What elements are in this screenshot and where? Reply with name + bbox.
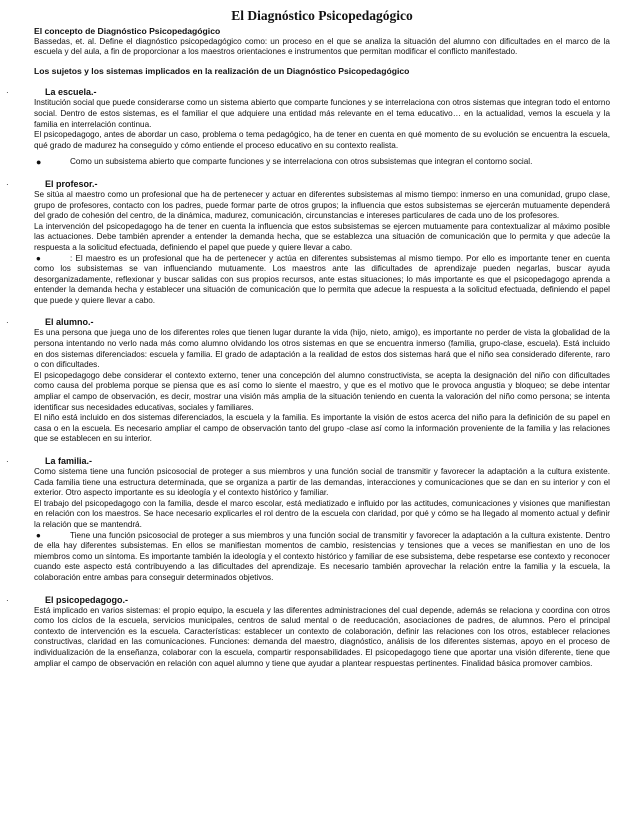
section-marker: ·: [6, 88, 9, 98]
bullet-icon: ●: [36, 157, 42, 168]
section-marker: ·: [6, 179, 9, 189]
section-marker: ·: [6, 318, 9, 328]
section-heading: El alumno.-: [45, 317, 94, 328]
paragraph: El trabajo del psicopedagogo con la familia, desde el marco escolar, está mediatizado e influido por las actitudes, comunicaciones y visiones que manifiestan en relación con los maestros. Se hace necesario explicarles el rol dentro de la escuela con claridad, por qué y cómo se ha llegado al momento actual y definir la relación que se mantendrá.: [34, 498, 610, 529]
concept-paragraph: Bassedas, et. al. Define el diagnóstico psicopedagógico como: un proceso en el que se analiza la situación del alumno con dificultades en el marco de la escuela y del aula, a fin de proporcionar a los maestros orientaciones e instrumentos que permitan modificar el conflicto manifestado.: [34, 36, 610, 57]
bullet-item: [34, 157, 610, 168]
bullet-text: Como un subsistema abierto que comparte funciones y se interrelaciona con otros subsistemas que integran el contorno social.: [70, 157, 533, 167]
section-psicopedagogo: [6, 594, 610, 670]
document-title: El Diagnóstico Psicopedagógico: [231, 8, 413, 23]
section-heading: La familia.-: [45, 456, 93, 466]
bullet-content: : El maestro es un profesional que ha de pertenecer y actúa en diferentes subsistemas al mismo tiempo. Por ello es importante tener en cuenta como los subsistemas se van influenciando mutuamente. Los maestros ante las dificultades de aprendizaje pueden negarlas, buscar ayuda desorganizadamente, reflexionar y buscar salidas con sus propios recursos, ante estas situaciones; lo más importante es que el psicopedagogo aprenda a entender la demanda hecha y establecer una situación de comunicación que lo permita que adecue la respuesta a la solicitud efectuada, definiendo el papel que puede y quiere llevar a cabo.: [34, 253, 610, 305]
section-profesor: [6, 178, 610, 307]
bullet-item: [34, 254, 610, 307]
paragraph: Institución social que puede considerarse como un sistema abierto que comparte funciones y se interrelaciona con otros sistemas que integran todo el entorno social. Dentro de estos sistemas, es el familiar el que adquiere una entidad más relevante en el tema educativo… en la actualidad, vemos la escuela y la familia en interrelación continua.: [34, 98, 610, 129]
paragraph: Está implicado en varios sistemas: el propio equipo, la escuela y las diferentes administraciones del cual depende, además se relaciona y coordina con otros como los ciclos de la escuela, servicios municipales, centros de salud mental o de reeducación, asociaciones de padres, de alumnos. Pero el principal contexto de intervención es la escuela. Características: establecer un contexto de colaboración, definir las relaciones con los otros, establecer relaciones constructivas, claridad en las comunicaciones. Funciones: demanda del maestro, diagnóstico, análisis de los diferentes sistemas, apoyo en el proceso de individualización de la enseñanza, colaborar con la escuela, compartir responsabilidades. El psicopedagogo tiene que aportar una visión diferente, tiene que ampliar el campo de observación en relación con aquel alumno y tiene que ayudar a plantear respuestas pertinentes. Finalidad básica promover cambios.: [34, 605, 610, 668]
bullet-item: [34, 531, 610, 584]
bullet-icon: ●: [36, 530, 41, 540]
section-marker: ·: [6, 595, 9, 605]
paragraph: Como sistema tiene una función psicosocial de proteger a sus miembros y una función social de transmitir y favorecer la adaptación a la cultura existente. Cada familia tiene una estructura determinada, que se organiza a partir de las demandas, interacciones y comunicaciones que se dan en su interior y con el exterior. Otro aspecto importante es su ideología y el contexto histórico y familiar.: [34, 467, 610, 498]
subjects-heading: Los sujetos y los sistemas implicados en la realización de un Diagnóstico Psicopedagógico: [34, 65, 410, 76]
section-familia: [6, 456, 610, 584]
section-alumno: [6, 317, 610, 445]
concept-heading: El concepto de Diagnóstico Psicopedagógico: [34, 26, 221, 36]
section-heading: El profesor.-: [45, 178, 98, 189]
section-marker: ·: [6, 457, 9, 466]
section-heading: La escuela.-: [45, 87, 97, 98]
section-heading: El psicopedagogo.-: [45, 594, 129, 605]
paragraph: El niño está incluido en dos sistemas diferenciados, la escuela y la familia. Es importante la visión de estos acerca del niño para la definición de su papel en casa o en la escuela. Es necesario ampliar el campo de observación tanto del grupo -clase así como la información proveniente de la familia y las relaciones que se establecen en su interior.: [34, 413, 610, 444]
paragraph: Se sitúa al maestro como un profesional que ha de pertenecer y actuar en diferentes subsistemas al mismo tiempo: inmerso en una comunidad, grupo clase, grupo de profesores, contacto con los padres, puede formar parte de otros grupos; la influencia que estos subsistemas se ejercerán mutuamente dependerá del grado de cohesión del centro, de la dinámica, madurez, comunicación, circunstancias e intereses particulares de cada uno de los profesores.: [34, 189, 610, 221]
paragraph: El psicopedagogo, antes de abordar un caso, problema o tema pedagógico, ha de tener en cuenta en qué momento de su evolución se encuentra la escuela, qué grado de madurez ha conseguido y cómo entiende el proceso educativo en su contexto realista.: [34, 130, 610, 150]
bullet-content: Tiene una función psicosocial de proteger a sus miembros y una función social de transmitir y favorecer la adaptación a la cultura existente. Dentro de ella hay diferentes subsistemas. En ellos se manifiestan momentos de cambio, resistencias y tensiones que a veces se manifiestan en uno de los miembros como un síntoma. Es importante también la ideología y el contexto histórico y familiar de ese subsistema, debe respetarse ese contexto y reconocer cuando este aspecto está contribuyendo a las dificultades del aprendizaje. Es necesario también aprovechar la relación entre la familia y la escuela, la colaboración entre ambas para conseguir determinados objetivos.: [34, 530, 610, 582]
section-escuela: [6, 87, 610, 168]
paragraph: Es una persona que juega uno de los diferentes roles que tienen lugar durante la vida (hijo, nieto, amigo), es importante no perder de vista la globalidad de la persona intentando no verlo nada más como alumno olvidando los otros sistemas en que se encuentra inmerso (familia, grupo-clase, escuela). Está incluido en dos sistemas diferenciados: escuela y familia. El grado de adaptación a la realidad de estos dos sistemas hará que el niño sea considerado diferente, raro o con dificultades.: [34, 328, 610, 370]
paragraph: La intervención del psicopedagogo ha de tener en cuenta la influencia que estos subsistemas se ejercen mutuamente para contextualizar al máximo posible las actuaciones. Debe también aprender a entender la demanda hecha, que se establezca una situación de comunicación que lo permita y que adecúe la respuesta a la solicitud efectuada, definiendo el papel que puede y quiere llevar a cabo.: [34, 221, 610, 252]
paragraph: El psicopedagogo debe considerar el contexto externo, tener una concepción del alumno constructivista, se acepta la designación del niño con dificultades como causa del problema porque se piensa que es así como lo siente el maestro, y que es el motivo que le provoca angustia y bloqueo; se debe intentar ampliar el campo de observación, es decir, mostrar una visión más amplia de la situación teniendo en cuenta la valoración del niño como persona; se intenta identificar sus necesidades educativas, sociales y familiares.: [34, 370, 610, 412]
bullet-text: [34, 254, 610, 307]
bullet-icon: ●: [36, 253, 41, 263]
bullet-text: [34, 531, 610, 584]
